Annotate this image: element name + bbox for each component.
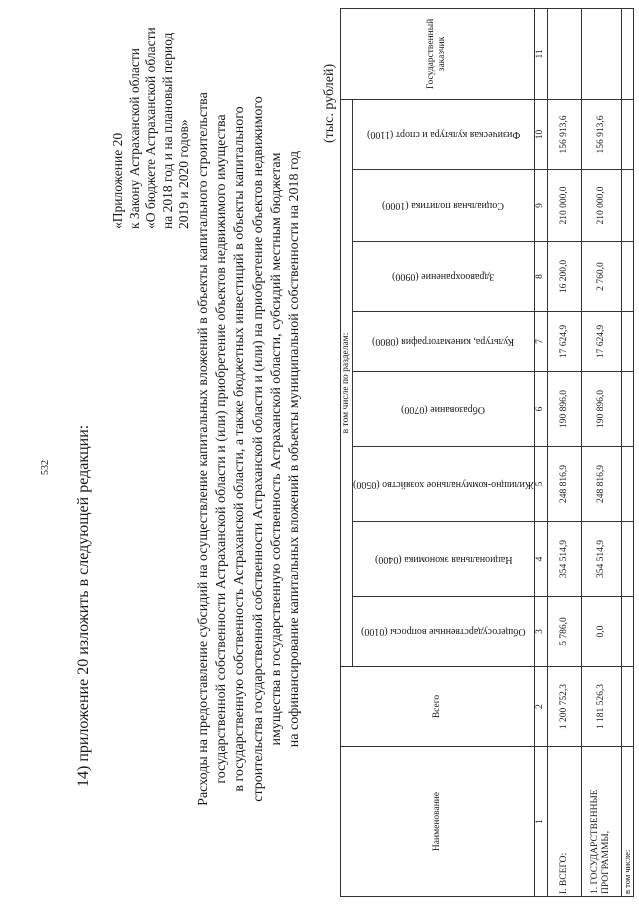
header-customer: Государственный заказчик — [341, 8, 535, 99]
column-number-row: 1 2 3 4 5 6 7 8 9 10 11 — [534, 8, 547, 896]
page-number: 532 — [40, 460, 51, 475]
table-row: I. ВСЕГО: 1 200 752,3 5 786,0 354 514,9 248 816,9 190 896,0 17 624,9 16 200,0 210 000,0 156 913,6 — [547, 8, 581, 896]
document-title: Расходы на предоставление субсидий на осуществление капитальных вложений в объекты капитального строительства государственной собственности Астраханской области и (или) приобретение объектов недвижимого имущества в государственную собственность Астраханской области, а также бюджетных инвестиций в объекты капитального строительства государственной собственности Астраханской области и (или) на приобретение объектов недвижимого имущества в государственную собственность Астраханской области, субсидий местным бюджетам на софинансирование капитальных вложений в объекты муниципальной собственности на 2018 год — [196, 92, 303, 806]
header-col-1000: Социальная политика (1000) — [353, 170, 535, 242]
header-col-0900: Здравоохранение (0900) — [353, 242, 535, 312]
header-col-1100: Физическая культура и спорт (1100) — [353, 99, 535, 169]
table-row: в том числе: — [621, 8, 633, 896]
header-col-0700: Образование (0700) — [353, 372, 535, 447]
header-col-0400: Национальная экономика (0400) — [353, 522, 535, 597]
table-row: 1. ГОСУДАРСТВЕННЫЕ ПРОГРАММЫ, 1 181 526,3 0,0 354 514,9 248 816,9 190 896,0 17 624,9 2 760,0 210 000,0 156 913,6 — [581, 8, 621, 896]
header-col-0100: Общегосударственные вопросы (0100) — [353, 597, 535, 667]
header-col-0500: Жилищно-коммунальное хозяйство (0500) — [353, 447, 535, 522]
header-col-0800: Культура, кинематография (0800) — [353, 312, 535, 372]
header-total: Всего — [341, 667, 535, 747]
expenditure-table — [340, 8, 634, 897]
group-header: в том числе по разделам: — [341, 99, 353, 666]
appendix-header: «Приложение 20 к Закону Астраханской области «О бюджете Астраханской области на 2018 год и на плановый период 2019 и 2020 годов» — [110, 27, 191, 229]
units-label: (тыс. рублей) — [322, 63, 337, 143]
header-name: Наименование — [341, 747, 535, 897]
intro-text: 14) приложение 20 изложить в следующей редакции: — [75, 424, 92, 787]
